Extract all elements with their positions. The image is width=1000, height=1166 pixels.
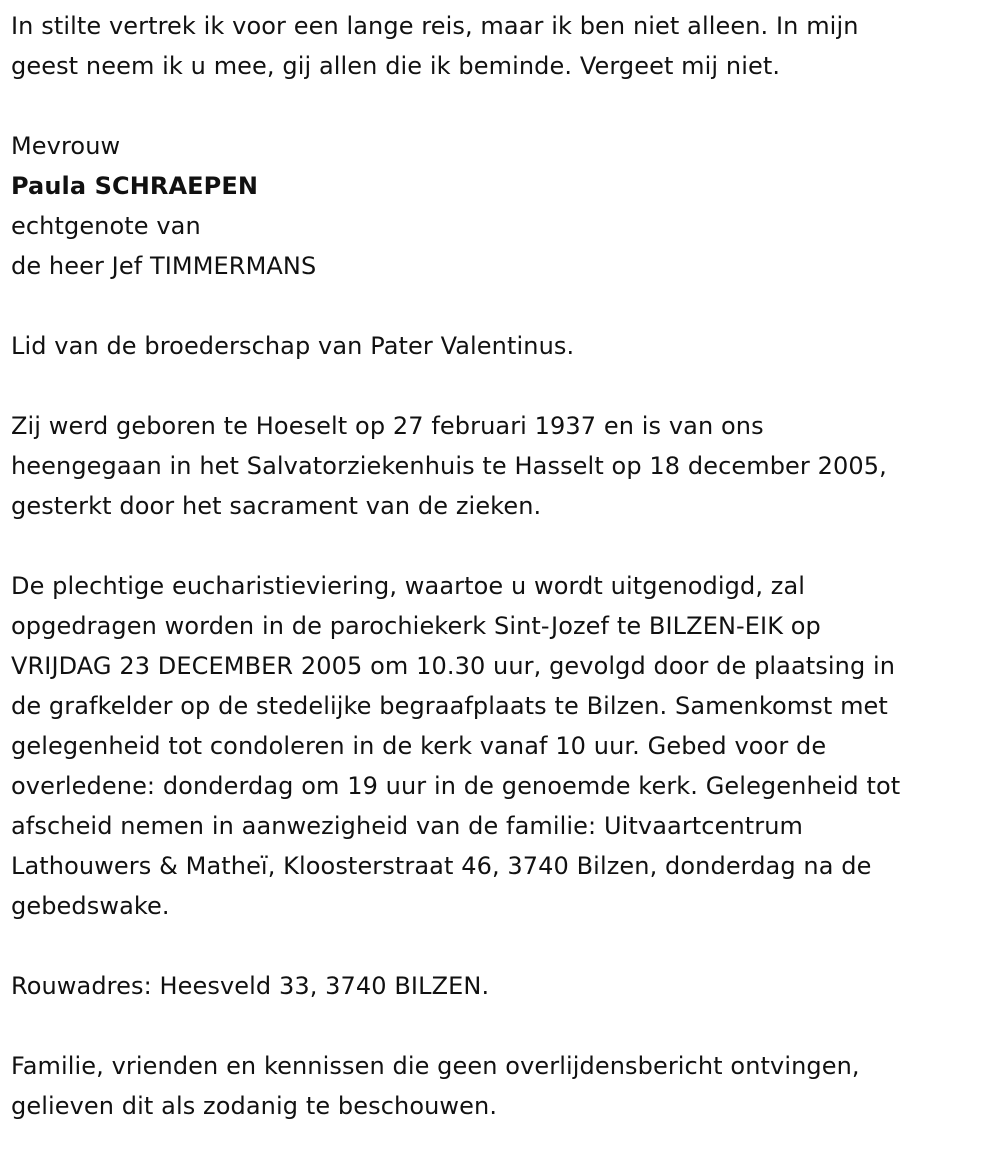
closing-line: gelieven dit als zodanig te beschouwen. — [11, 1092, 498, 1120]
intro-paragraph — [11, 6, 991, 86]
address-paragraph — [11, 966, 991, 1006]
title-prefix-text: Mevrouw — [11, 132, 121, 160]
deceased-name — [11, 166, 991, 206]
intro-line: In stilte vertrek ik voor een lange reis, maar ik ben niet alleen. In mijn — [11, 12, 859, 40]
relation — [11, 206, 991, 246]
spouse-name — [11, 246, 991, 286]
paragraph-gap — [11, 366, 991, 406]
paragraph-gap — [11, 1006, 991, 1046]
ceremony-paragraph — [11, 566, 991, 926]
ceremony-line: de grafkelder op de stedelijke begraafplaats te Bilzen. Samenkomst met — [11, 692, 888, 720]
ceremony-line: opgedragen worden in de parochiekerk Sint-Jozef te BILZEN-EIK op — [11, 612, 821, 640]
closing-line: Familie, vrienden en kennissen die geen overlijdensbericht ontvingen, — [11, 1052, 860, 1080]
ceremony-line: overledene: donderdag om 19 uur in de genoemde kerk. Gelegenheid tot — [11, 772, 901, 800]
paragraph-gap — [11, 286, 991, 326]
deceased-name-text: Paula SCHRAEPEN — [11, 172, 259, 200]
birth-death-paragraph — [11, 406, 991, 526]
paragraph-gap — [11, 86, 991, 126]
ceremony-line: VRIJDAG 23 DECEMBER 2005 om 10.30 uur, gevolgd door de plaatsing in — [11, 652, 896, 680]
membership-text: Lid van de broederschap van Pater Valentinus. — [11, 332, 575, 360]
birth-death-line: Zij werd geboren te Hoeselt op 27 februari 1937 en is van ons — [11, 412, 764, 440]
obituary-notice — [11, 6, 991, 1126]
closing-paragraph — [11, 1046, 991, 1126]
intro-line: geest neem ik u mee, gij allen die ik beminde. Vergeet mij niet. — [11, 52, 781, 80]
relation-text: echtgenote van — [11, 212, 201, 240]
paragraph-gap — [11, 526, 991, 566]
birth-death-line: heengegaan in het Salvatorziekenhuis te Hasselt op 18 december 2005, — [11, 452, 887, 480]
ceremony-line: De plechtige eucharistieviering, waartoe u wordt uitgenodigd, zal — [11, 572, 806, 600]
paragraph-gap — [11, 926, 991, 966]
ceremony-line: afscheid nemen in aanwezigheid van de familie: Uitvaartcentrum — [11, 812, 804, 840]
membership-paragraph — [11, 326, 991, 366]
birth-death-line: gesterkt door het sacrament van de zieken. — [11, 492, 542, 520]
ceremony-line: gebedswake. — [11, 892, 170, 920]
ceremony-line: gelegenheid tot condoleren in de kerk vanaf 10 uur. Gebed voor de — [11, 732, 827, 760]
spouse-name-text: de heer Jef TIMMERMANS — [11, 252, 317, 280]
title-prefix — [11, 126, 991, 166]
mourning-address: Rouwadres: Heesveld 33, 3740 BILZEN. — [11, 972, 490, 1000]
ceremony-line: Lathouwers & Matheï, Kloosterstraat 46, 3740 Bilzen, donderdag na de — [11, 852, 872, 880]
